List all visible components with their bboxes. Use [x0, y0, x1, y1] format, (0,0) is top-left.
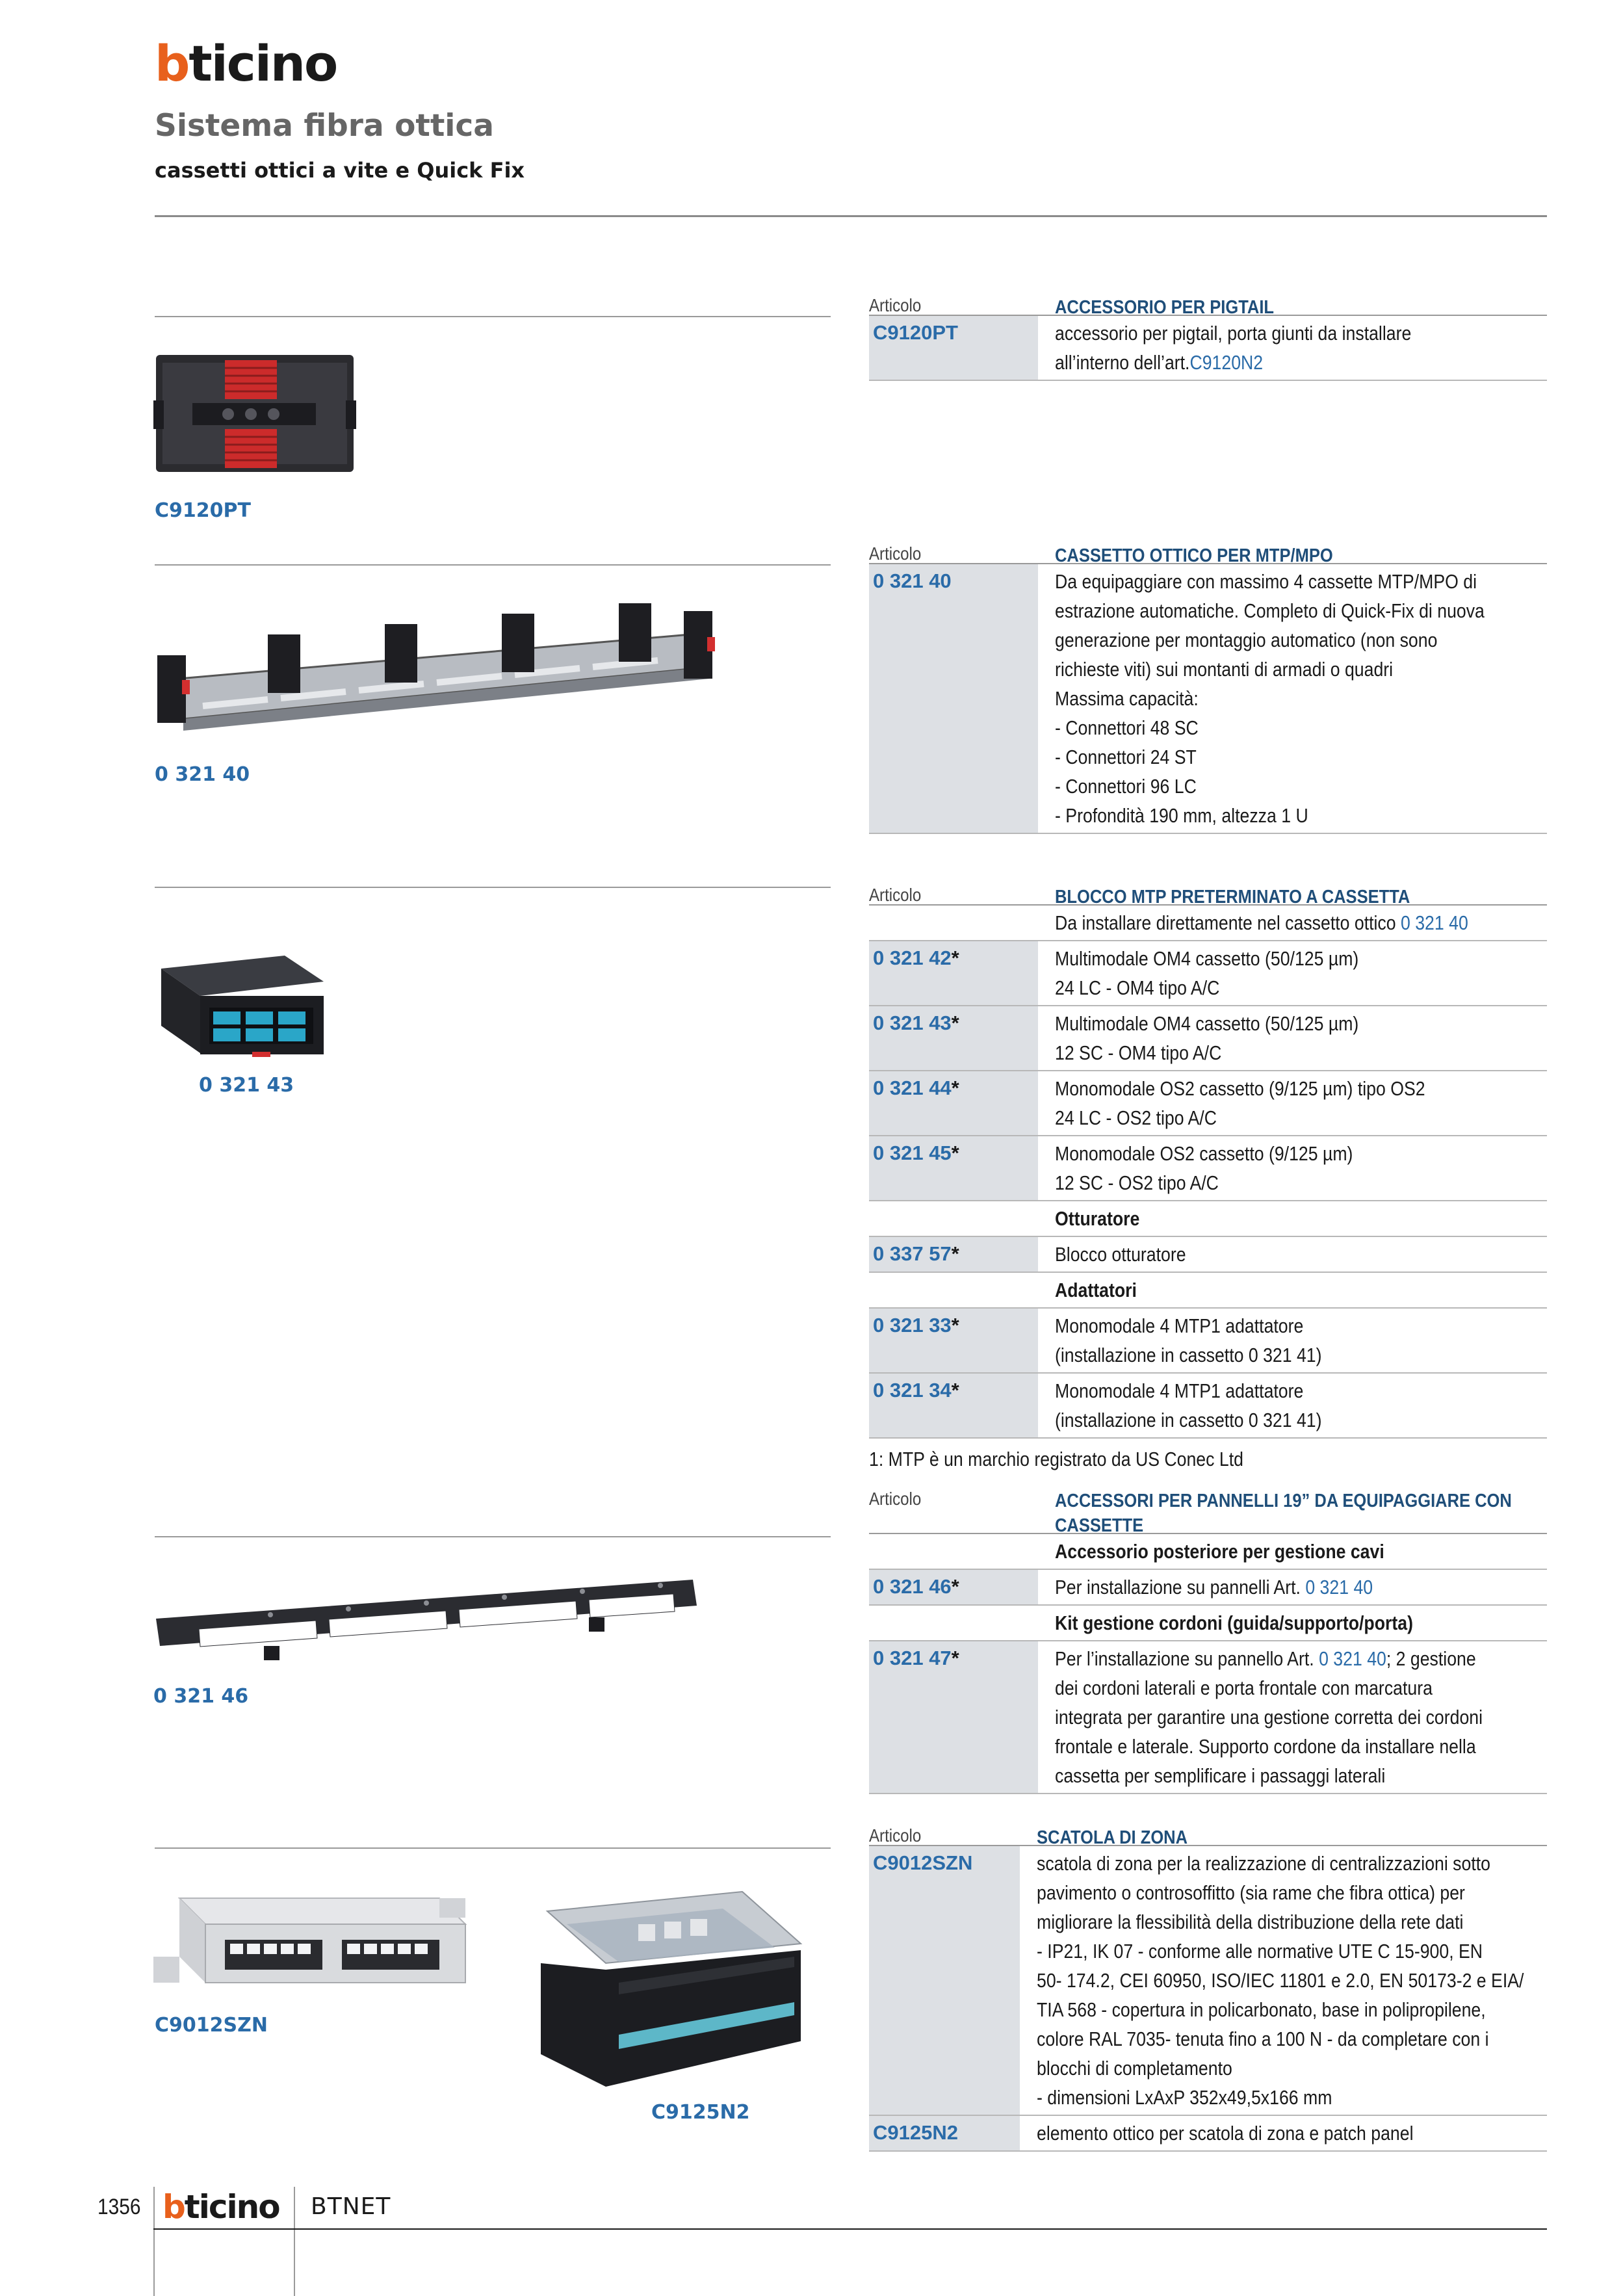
optical-element-caption: C9125N2 — [651, 2101, 750, 2124]
table-row — [869, 316, 1547, 381]
group-heading: Accessorio posteriore per gestione cavi — [1055, 1540, 1384, 1563]
table-row — [869, 1237, 1547, 1273]
empty-code-cell — [869, 906, 1038, 940]
footer-section-label: BTNET — [311, 2193, 391, 2220]
mtp-block-table — [869, 881, 1547, 1471]
article-description: Monomodale OS2 cassetto (9/125 µm) tipo OS2 24 LC - OS2 tipo A/C — [1055, 1077, 1425, 1129]
group-heading-row — [869, 1606, 1547, 1641]
article-code[interactable]: 0 321 40 — [869, 564, 1038, 833]
mtp-cassette-product-image — [155, 949, 328, 1061]
group-heading-row — [869, 1273, 1547, 1309]
image-rule — [155, 1847, 831, 1849]
table-row — [869, 1136, 1547, 1201]
zone-box-caption: C9012SZN — [155, 2014, 268, 2037]
table-row — [869, 906, 1547, 941]
brand-logo-b: b — [155, 34, 189, 92]
mtp-drawer-product-image — [151, 595, 723, 745]
article-description: Per installazione su pannelli Art. 0 321 40 — [1055, 1576, 1373, 1598]
page-number: 1356 — [97, 2195, 141, 2219]
article-code[interactable]: 0 321 46* — [869, 1570, 1038, 1604]
zone-box-table — [869, 1821, 1547, 2152]
group-heading: Adattatori — [1055, 1279, 1137, 1301]
table-header — [869, 1485, 1547, 1534]
article-code[interactable]: 0 321 45* — [869, 1136, 1038, 1200]
article-description: Monomodale 4 MTP1 adattatore (installazione in cassetto 0 321 41) — [1055, 1379, 1322, 1431]
table-header — [869, 540, 1547, 564]
table-row — [869, 1846, 1547, 2116]
table-row — [869, 1374, 1547, 1439]
article-description: Per l’installazione su pannello Art. 0 321 40; 2 gestione dei cordoni laterali e porta frontale con marcatura integrata per garantire una gestione corretta dei cordoni frontale e laterale. Supporto cordone da installare nella cassetta per semplificare i passaggi laterali — [1055, 1647, 1483, 1787]
table-title: ACCESSORI PER PANNELLI 19” DA EQUIPAGGIARE CON CASSETTE — [1055, 1491, 1512, 1536]
table-header — [869, 291, 1547, 316]
article-code[interactable]: 0 321 47* — [869, 1641, 1038, 1793]
article-code[interactable]: 0 337 57* — [869, 1237, 1038, 1272]
article-column-label: Articolo — [869, 1489, 922, 1509]
article-column-label: Articolo — [869, 885, 922, 905]
article-description: elemento ottico per scatola di zona e patch panel — [1037, 2122, 1414, 2145]
group-heading: Otturatore — [1055, 1207, 1140, 1230]
article-column-label: Articolo — [869, 1825, 922, 1846]
footer-rule — [153, 2228, 1547, 2230]
table-row — [869, 1006, 1547, 1071]
rear-accessory-caption: 0 321 46 — [153, 1685, 249, 1708]
article-link[interactable]: 0 321 40 — [1305, 1576, 1373, 1598]
page-subtitle: cassetti ottici a vite e Quick Fix — [155, 158, 525, 183]
page-title: Sistema fibra ottica — [155, 108, 494, 144]
article-link[interactable]: 0 321 40 — [1400, 911, 1468, 934]
article-description: Multimodale OM4 cassetto (50/125 µm) 12 SC - OM4 tipo A/C — [1055, 1012, 1359, 1064]
article-description: Da equipaggiare con massimo 4 cassette MTP/MPO di estrazione automatiche. Completo di Quick-Fix di nuova generazione per montaggio automatico (non sono richieste viti) sui montanti di armadi o quadri Massima capacità: - Connettori 48 SC - Connettori 24 ST - Connettori 96 LC - Profondità 190 mm, altezza 1 U — [1055, 570, 1485, 827]
table-row — [869, 1309, 1547, 1374]
table-row — [869, 1071, 1547, 1136]
article-description: Blocco otturatore — [1055, 1243, 1186, 1266]
mtp-drawer-caption: 0 321 40 — [155, 763, 250, 786]
pigtail-table — [869, 291, 1547, 381]
table-row — [869, 1570, 1547, 1606]
table-row — [869, 564, 1547, 834]
footer-brand-logo: bticino — [162, 2188, 279, 2226]
mtp-cassette-caption: 0 321 43 — [199, 1074, 294, 1097]
image-rule — [155, 564, 831, 566]
accessories-table — [869, 1485, 1547, 1794]
c9120pt-product-image — [153, 348, 360, 481]
header-rule — [155, 215, 1547, 217]
article-column-label: Articolo — [869, 295, 922, 315]
brand-logo — [155, 34, 337, 92]
mtp-drawer-table — [869, 540, 1547, 834]
trademark-footnote: 1: MTP è un marchio registrato da US Conec Ltd — [869, 1448, 1243, 1470]
group-heading-row — [869, 1534, 1547, 1570]
table-title: ACCESSORIO PER PIGTAIL — [1055, 297, 1274, 318]
article-code[interactable]: 0 321 34* — [869, 1374, 1038, 1437]
article-column-label: Articolo — [869, 543, 922, 564]
article-code[interactable]: C9120PT — [869, 316, 1038, 380]
footer-separator — [153, 2187, 155, 2296]
intro-text: Da installare direttamente nel cassetto ottico 0 321 40 — [1055, 911, 1468, 934]
article-description: Monomodale 4 MTP1 adattatore (installazione in cassetto 0 321 41) — [1055, 1314, 1322, 1366]
zone-box-product-image — [153, 1885, 468, 1998]
table-header — [869, 881, 1547, 906]
footer-separator — [294, 2187, 295, 2296]
table-title: CASSETTO OTTICO PER MTP/MPO — [1055, 545, 1333, 566]
article-link[interactable]: 0 321 40 — [1319, 1647, 1386, 1670]
group-heading-row — [869, 1201, 1547, 1237]
article-description: Multimodale OM4 cassetto (50/125 µm) 24 LC - OM4 tipo A/C — [1055, 947, 1359, 999]
optical-element-product-image — [528, 1885, 807, 2113]
table-row — [869, 2116, 1547, 2152]
table-title: BLOCCO MTP PRETERMINATO A CASSETTA — [1055, 887, 1410, 907]
article-code[interactable]: 0 321 33* — [869, 1309, 1038, 1372]
table-header — [869, 1821, 1547, 1846]
article-code[interactable]: 0 321 43* — [869, 1006, 1038, 1070]
table-title: SCATOLA DI ZONA — [1037, 1827, 1188, 1848]
article-code[interactable]: 0 321 42* — [869, 941, 1038, 1005]
article-code[interactable]: C9012SZN — [869, 1846, 1020, 2115]
image-rule — [155, 887, 831, 888]
group-heading: Kit gestione cordoni (guida/supporto/porta) — [1055, 1611, 1413, 1634]
article-description: accessorio per pigtail, porta giunti da installare all’interno dell’art.C9120N2 — [1055, 322, 1412, 374]
c9120pt-caption: C9120PT — [155, 499, 251, 522]
table-row — [869, 1641, 1547, 1794]
rear-accessory-product-image — [153, 1573, 701, 1673]
article-description: Monomodale OS2 cassetto (9/125 µm) 12 SC - OS2 tipo A/C — [1055, 1142, 1353, 1194]
article-code[interactable]: C9125N2 — [869, 2116, 1020, 2150]
article-description: scatola di zona per la realizzazione di centralizzazioni sotto pavimento o controsoffitto (sia rame che fibra ottica) per migliorare la flessibilità della distribuzione della rete dati - IP21, IK 07 - conforme alle normative UTE C 15-900, EN 50- 174.2, CEI 60950, ISO/IEC 11801 e 2.0, EN 50173-2 e EIA/ TIA 568 - copertura in policarbonato, base in polipropilene, colore RAL 7035- tenuta fino a 100 N - da completare con i blocchi di completamento - dimensioni LxAxP 352x49,5x166 mm — [1037, 1852, 1524, 2109]
image-rule — [155, 316, 831, 317]
table-row — [869, 941, 1547, 1006]
brand-logo-rest: ticino — [188, 34, 337, 92]
image-rule — [155, 1536, 831, 1537]
article-link[interactable]: C9120N2 — [1189, 351, 1264, 374]
article-code[interactable]: 0 321 44* — [869, 1071, 1038, 1135]
